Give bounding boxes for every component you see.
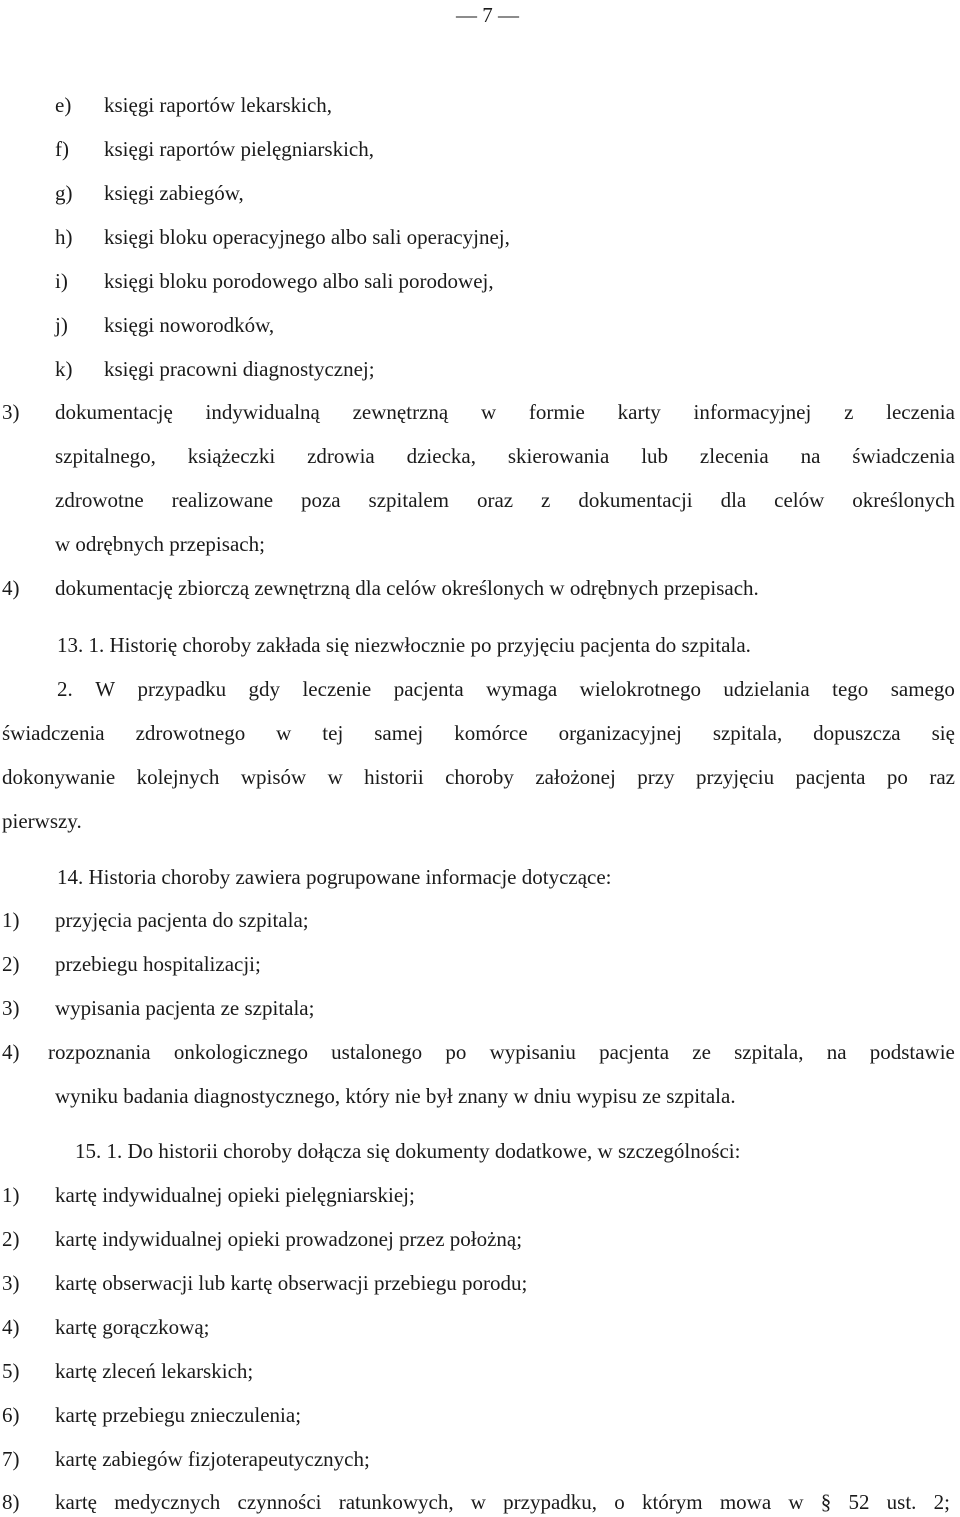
- paragraph-line: dokonywanie kolejnych wpisów w historii choroby założonej przy przyjęciu pacjenta po raz: [2, 765, 955, 789]
- list-item-label: 4): [2, 1315, 20, 1339]
- paragraph-line: rozpoznania onkologicznego ustalonego po wypisaniu pacjenta ze szpitala, na podstawie: [48, 1040, 955, 1064]
- list-item-label: i): [55, 269, 68, 293]
- list-item-label: f): [55, 137, 69, 161]
- list-item: księgi raportów pielęgniarskich,: [104, 137, 375, 161]
- paragraph-line: pierwszy.: [2, 809, 82, 833]
- list-item: księgi zabiegów,: [104, 181, 244, 205]
- list-item-label: 4): [2, 1040, 20, 1064]
- list-item: księgi noworodków,: [104, 313, 275, 337]
- list-item-label: 8): [2, 1490, 20, 1514]
- list-item-label: 6): [2, 1403, 20, 1427]
- list-item-label: k): [55, 357, 73, 381]
- list-item: księgi pracowni diagnostycznej;: [104, 357, 375, 381]
- list-item-label: g): [55, 181, 73, 205]
- list-item: księgi bloku operacyjnego albo sali operacyjnej,: [104, 225, 510, 249]
- list-item: kartę indywidualnej opieki pielęgniarskiej;: [55, 1183, 415, 1207]
- list-item-label: 2): [2, 1227, 20, 1251]
- paragraph-intro: 14. Historia choroby zawiera pogrupowane informacje dotyczące:: [57, 865, 612, 889]
- list-item: kartę medycznych czynności ratunkowych, w przypadku, o którym mowa w § 52 ust. 2;: [55, 1490, 950, 1514]
- paragraph-line: 2. W przypadku gdy leczenie pacjenta wymaga wielokrotnego udzielania tego samego: [57, 677, 955, 701]
- paragraph-line: w odrębnych przepisach;: [55, 532, 265, 556]
- paragraph-intro: 15. 1. Do historii choroby dołącza się dokumenty dodatkowe, w szczególności:: [75, 1139, 741, 1163]
- list-item: kartę przebiegu znieczulenia;: [55, 1403, 302, 1427]
- list-item-label: j): [55, 313, 68, 337]
- list-item-label: 1): [2, 908, 20, 932]
- page-number: — 7 —: [456, 3, 519, 27]
- paragraph-line: wyniku badania diagnostycznego, który nie był znany w dniu wypisu ze szpitala.: [55, 1084, 736, 1108]
- list-item: dokumentację zbiorczą zewnętrzną dla celów określonych w odrębnych przepisach.: [55, 576, 759, 600]
- list-item: kartę zleceń lekarskich;: [55, 1359, 254, 1383]
- list-item-label: 3): [2, 996, 20, 1020]
- list-item: przebiegu hospitalizacji;: [55, 952, 261, 976]
- paragraph-line: świadczenia zdrowotnego w tej samej komórce organizacyjnej szpitala, dopuszcza się: [2, 721, 955, 745]
- list-item-label: 5): [2, 1359, 20, 1383]
- list-item: kartę indywidualnej opieki prowadzonej przez położną;: [55, 1227, 523, 1251]
- list-item-label: h): [55, 225, 73, 249]
- list-item-label: 2): [2, 952, 20, 976]
- list-item: kartę zabiegów fizjoterapeutycznych;: [55, 1447, 370, 1471]
- paragraph-line: dokumentację indywidualną zewnętrzną w formie karty informacyjnej z leczenia: [55, 400, 955, 424]
- list-item-label: 1): [2, 1183, 20, 1207]
- paragraph-line: zdrowotne realizowane poza szpitalem oraz z dokumentacji dla celów określonych: [55, 488, 955, 512]
- list-item: kartę gorączkową;: [55, 1315, 210, 1339]
- list-item: wypisania pacjenta ze szpitala;: [55, 996, 315, 1020]
- list-item: księgi raportów lekarskich,: [104, 93, 333, 117]
- list-item-label: 7): [2, 1447, 20, 1471]
- list-item-label: 3): [2, 400, 20, 424]
- list-item-label: e): [55, 93, 72, 117]
- list-item-label: 4): [2, 576, 20, 600]
- paragraph-line: szpitalnego, książeczki zdrowia dziecka, skierowania lub zlecenia na świadczenia: [55, 444, 955, 468]
- list-item: kartę obserwacji lub kartę obserwacji przebiegu porodu;: [55, 1271, 528, 1295]
- list-item: przyjęcia pacjenta do szpitala;: [55, 908, 309, 932]
- list-item-label: 3): [2, 1271, 20, 1295]
- list-item: księgi bloku porodowego albo sali porodowej,: [104, 269, 494, 293]
- paragraph-line: 13. 1. Historię choroby zakłada się niezwłocznie po przyjęciu pacjenta do szpitala.: [57, 633, 751, 657]
